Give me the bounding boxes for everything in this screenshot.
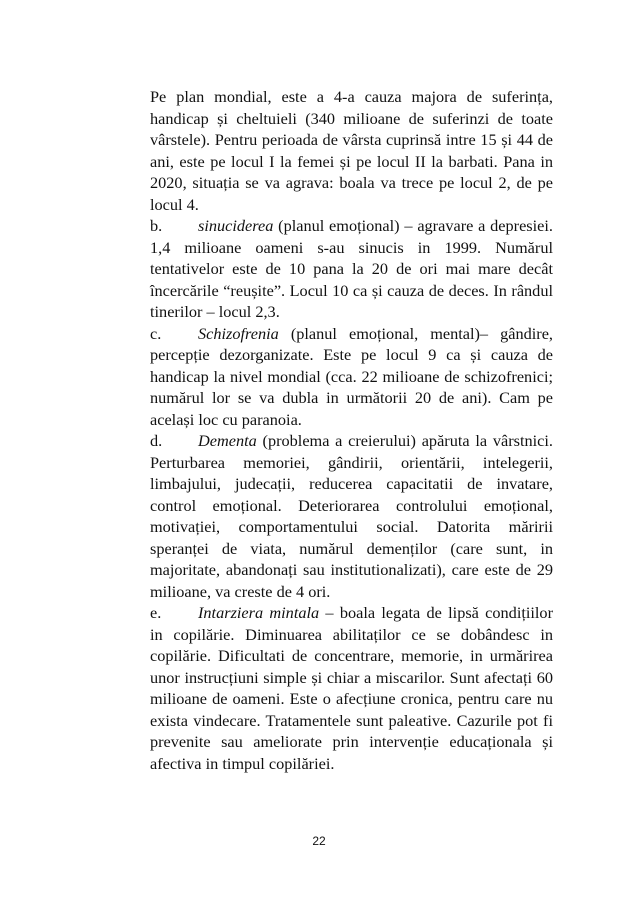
item-letter: d.	[150, 431, 163, 450]
item-letter: b.	[150, 216, 163, 235]
intro-paragraph: Pe plan mondial, este a 4-a cauza majora de suferința, handicap și cheltuieli (340 milioane de suferinzi de toate vârstele). Pentru perioada de vârsta cuprinsă intre 15 și 44 de ani, este pe locul I la femei și pe locul II la barbati. Pana in 2020, situația se va agrava: boala va trece pe locul 2, de pe locul 4.	[150, 87, 553, 214]
item-text: (problema a creierului) apăruta la vârstnici. Perturbarea memoriei, gândirii, orientării, intelegerii, limbajului, judecații, reducerea capacitatii de invatare, control emoțional. Deteriorarea controlului emoțional, motivației, comportamentului social. Datorita măririi speranței de viata, numărul demenților (care sunt, in majoritate, abandonați sau institutionalizati), care este de 29 milioane, va creste de 4 ori.	[150, 431, 553, 601]
item-letter: e.	[150, 603, 162, 622]
item-text: (planul emoțional, mental)– gândire, percepție dezorganizate. Este pe locul 9 ca și cauza de handicap la nivel mondial (cca. 22 milioane de schizofrenici; numărul lor se va dubla in următorii 20 de ani). Cam pe același loc cu paranoia.	[150, 323, 553, 429]
item-term: Intarziera mintala	[198, 603, 320, 622]
list-item-b	[150, 215, 553, 323]
list-item-c	[150, 323, 553, 431]
item-text: (planul emoțional) – agravare a depresiei. 1,4 milioane oameni s-au sinucis in 1999. Numărul tentativelor este de 10 pana la 20 de ori mai mare decât încercările “reușite”. Locul 10 ca și cauza de deces. In rândul tinerilor – locul 2,3.	[150, 216, 553, 321]
item-term: sinuciderea	[198, 216, 274, 235]
list-item-d	[150, 430, 553, 602]
body-text	[150, 86, 553, 774]
list-item-e	[150, 602, 553, 774]
item-term: Schizofrenia	[198, 323, 279, 343]
page-number: 22	[312, 834, 326, 848]
item-term: Dementa	[198, 431, 257, 450]
item-text: – boala legata de lipsă condițiilor in copilărie. Diminuarea abilitaților ce se dobândesc in copilărie. Dificultati de concentrare, memorie, in urmărirea unor instrucțiuni simple și chiar a miscarilor. Sunt afectați 60 milioane de oameni. Este o afecțiune cronica, pentru care nu exista vindecare. Tratamentele sunt paleative. Cazurile pot fi prevenite sau ameliorate prin intervenție educaționala și afectiva in timpul copilăriei.	[150, 603, 553, 773]
item-letter: c.	[150, 323, 162, 343]
